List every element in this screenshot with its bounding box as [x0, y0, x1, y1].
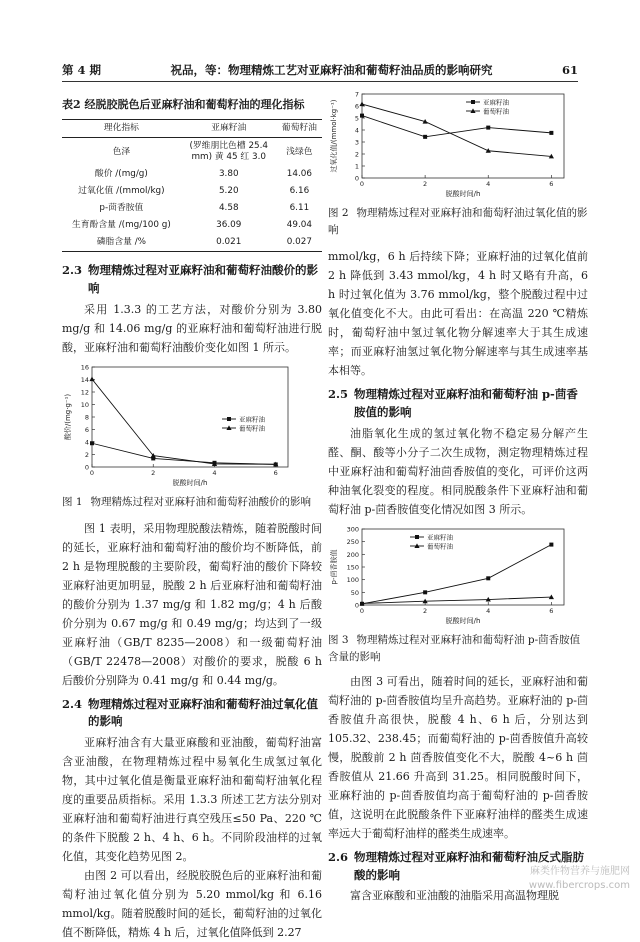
y-axis-label: 酸价/(mg·g⁻¹)	[64, 393, 72, 440]
y-tick-label: 7	[354, 90, 359, 99]
table-row	[62, 183, 322, 200]
x-tick-label: 4	[486, 606, 491, 615]
table-cell: 3.80	[218, 169, 239, 179]
x-tick-label: 6	[549, 606, 554, 615]
section-heading-2-5	[328, 386, 588, 422]
table-header: 亚麻籽油	[181, 120, 277, 138]
data-point	[486, 148, 491, 153]
y-axis-label: 过氧化值/(mmol·kg⁻¹)	[330, 99, 338, 173]
running-header	[62, 62, 578, 82]
section-title: 物理精炼过程对亚麻籽油和葡萄籽油酸价的影响	[88, 262, 318, 295]
watermark-line: 麻类作物营养与施肥网	[530, 866, 630, 877]
watermark-line: www.fibercrops.com	[528, 880, 630, 891]
table-cell: 5.20	[218, 185, 239, 196]
y-tick-label: 0	[354, 174, 359, 183]
table-cell: 6.16	[289, 185, 310, 196]
table-row	[62, 166, 322, 183]
x-tick-label: 4	[486, 180, 491, 188]
y-tick-label: 50	[350, 588, 359, 597]
x-tick-label: 4	[212, 468, 217, 477]
y-tick-label: 4	[354, 126, 359, 135]
section-heading-2-3	[62, 262, 322, 298]
table-cell: 14.06	[286, 169, 312, 179]
plot-frame	[362, 529, 564, 605]
table-cell: 磷脂含量 /%	[62, 234, 181, 251]
figure-number: 图 1	[62, 495, 83, 508]
section-number: 2.3	[62, 262, 83, 277]
figure-number: 图 3	[328, 633, 349, 646]
figure-number: 图 2	[328, 207, 349, 220]
issue-number: 第 4 期	[62, 63, 102, 77]
table-cell: 过氧化值 /(mmol/kg)	[78, 185, 165, 196]
legend-marker	[471, 100, 475, 104]
y-tick-label: 10	[80, 400, 89, 409]
paragraph: 由图 2 可以看出，经脱胶脱色后的亚麻籽油和葡萄籽油过氧化值分别为 5.20 mmol/kg 和 6.16 mmol/kg。随着脱酸时间的延长，葡萄籽油的过氧化值不断降低，精炼 4 h 后，过氧化值降低到 2.27	[62, 869, 322, 940]
table-row	[62, 217, 322, 234]
y-tick-label: 200	[346, 550, 359, 559]
x-tick-label: 0	[359, 180, 365, 188]
data-point	[486, 126, 490, 130]
table-cell: (罗维朋比色槽 25.4 mm) 黄 45 红 3.0	[189, 141, 269, 163]
paragraph: 由图 3 可看出，随着时间的延长，亚麻籽油和葡萄籽油的 p-茴香胺值均呈升高趋势。亚麻籽油的 p-茴香胺值升高很快，脱酸 4 h、6 h 后，分别达到 105.32、238.45；而葡萄籽油的 p-茴香胺值升高较慢，脱酸前 2 h 茴香胺值变化不大，脱酸 4~6 h 茴香胺值从 21.66 升高到 31.25。相同脱酸时间下，亚麻籽油的 p-茴香胺值均高于葡萄籽油的 p-茴香胺值，这说明在此脱酸条件下亚麻籽油样的醛类生成速率远大于葡萄籽油样的醛类生成速率。	[328, 674, 588, 840]
figure-3	[328, 525, 588, 666]
table-cell: 49.04	[286, 219, 312, 230]
paragraph: 亚麻籽油含有大量亚麻酸和亚油酸，葡萄籽油富含亚油酸，在物理精炼过程中易氧化生成氢过氧化物，其中过氧化值是衡量亚麻籽油和葡萄籽油氧化程度的重要品质指标。采用 1.3.3 所述工艺方法分别对亚麻籽油和葡萄籽油进行真空残压≤50 Pa、220 ℃的条件下脱酸 2 h、4 h、6 h。不同阶段油样的过氧化值，其变化趋势见图 2。	[62, 736, 322, 864]
x-tick-label: 6	[273, 468, 278, 477]
x-tick-label: 0	[359, 606, 365, 615]
y-tick-label: 150	[346, 563, 359, 572]
table-cell: 36.09	[216, 219, 242, 230]
table-cell: 0.021	[181, 234, 277, 251]
section-title: 物理精炼过程对亚麻籽油和葡萄籽油反式脂肪酸的影响	[354, 849, 584, 882]
y-tick-label: 12	[80, 388, 89, 397]
series-line	[362, 544, 551, 603]
y-tick-label: 16	[80, 363, 89, 372]
figure-caption-text: 物理精炼过程对亚麻籽油和葡萄籽油 p-茴香胺值含量的影响	[328, 633, 581, 663]
plot-frame	[362, 94, 564, 178]
y-tick-label: 1	[354, 162, 359, 171]
page-number: 61	[561, 63, 578, 77]
series-line	[362, 597, 551, 603]
left-column	[62, 96, 322, 942]
y-tick-label: 0	[84, 463, 89, 472]
figure-caption	[328, 205, 588, 239]
table-cell: p-茴香胺值	[99, 202, 144, 213]
figure-caption-text: 物理精炼过程对亚麻籽油和葡萄籽油酸价的影响	[90, 495, 312, 508]
table-row	[62, 234, 322, 251]
x-tick-label: 0	[89, 468, 95, 477]
table-cell: 生育酚含量 /(mg/100 g)	[71, 219, 171, 230]
legend-label: 亚麻籽油	[239, 415, 265, 424]
watermark	[529, 865, 630, 893]
section-heading-2-4	[62, 696, 322, 732]
series-line	[92, 443, 276, 464]
series-line	[362, 116, 551, 137]
legend-marker	[415, 535, 419, 539]
chart-fig3	[328, 525, 578, 625]
x-tick-label: 2	[423, 180, 428, 188]
paragraph: 油脂氧化生成的氢过氧化物不稳定易分解产生醛、酮、酸等小分子二次生成物，测定物理精炼过程中亚麻籽油和葡萄籽油茴香胺值的变化，可评价这两种油氧化裂变的程度。相同脱酸条件下亚麻籽油和葡萄籽油 p-茴香胺值变化情况如图 3 所示。	[328, 426, 588, 516]
table-row	[62, 138, 322, 166]
legend-label: 葡萄籽油	[483, 107, 509, 116]
chart-fig2	[328, 90, 578, 198]
x-axis-label: 脱酸时间/h	[445, 616, 481, 625]
data-point	[89, 376, 94, 381]
table-row	[62, 200, 322, 217]
data-point	[549, 131, 553, 135]
legend-label: 亚麻籽油	[483, 98, 509, 107]
table2	[62, 119, 322, 252]
section-title: 物理精炼过程对亚麻籽油和葡萄籽油过氧化值的影响	[88, 696, 318, 729]
x-axis-label: 脱酸时间/h	[445, 190, 481, 198]
x-axis-label: 脱酸时间/h	[172, 478, 208, 487]
table-cell: 6.11	[289, 202, 310, 213]
data-point	[423, 135, 427, 139]
figure-2	[328, 90, 588, 239]
y-tick-label: 8	[84, 413, 89, 422]
section-number: 2.5	[328, 387, 349, 402]
running-title: 祝品，等：物理精炼工艺对亚麻籽油和葡萄籽油品质的影响研究	[170, 63, 493, 77]
table-cell: 浅绿色	[286, 146, 313, 157]
paragraph: 采用 1.3.3 的工艺方法，对酸价分别为 3.80 mg/g 和 14.06 mg/g 的亚麻籽油和葡萄籽油进行脱酸，亚麻籽油和葡萄籽油酸价变化如图 1 所示。	[62, 302, 322, 354]
table-header: 葡萄籽油	[277, 120, 322, 138]
data-point	[360, 114, 364, 118]
chart-fig1	[62, 361, 322, 487]
y-tick-label: 3	[354, 138, 359, 147]
figure-caption	[328, 632, 588, 666]
x-tick-label: 2	[151, 468, 156, 477]
data-point	[486, 576, 490, 580]
section-number: 2.4	[62, 696, 83, 711]
x-tick-label: 2	[423, 606, 428, 615]
table-cell: 4.58	[218, 202, 239, 213]
y-tick-label: 6	[84, 425, 89, 434]
table-cell: 0.027	[277, 234, 322, 251]
table-header: 理化指标	[62, 120, 181, 138]
figure-caption	[62, 494, 322, 511]
figure-1	[62, 361, 322, 511]
data-point	[423, 590, 427, 594]
figure-caption-text: 物理精炼过程对亚麻籽油和葡萄籽油过氧化值的影响	[328, 207, 588, 237]
y-axis-label: p-茴香胺值	[330, 549, 338, 585]
y-tick-label: 100	[346, 575, 359, 584]
legend-label: 葡萄籽油	[427, 542, 453, 551]
table-header-row	[62, 120, 322, 138]
y-tick-label: 250	[346, 537, 359, 546]
y-tick-label: 2	[84, 450, 89, 459]
table-cell: 酸价 /(mg/g)	[94, 169, 148, 179]
legend-marker	[227, 417, 231, 421]
section-title: 物理精炼过程对亚麻籽油和葡萄籽油 p-茴香胺值的影响	[354, 387, 578, 419]
table-cell: 色泽	[112, 146, 131, 157]
x-tick-label: 6	[549, 180, 554, 188]
paragraph: mmol/kg，6 h 后持续下降；亚麻籽油的过氧化值前 2 h 降低到 3.43 mmol/kg，4 h 时又略有升高，6 h 时过氧化值为 3.76 mmol/kg，整个脱酸过程中过氧化值变化不大。由此可看出：在高温 220 ℃精炼时，葡萄籽油中氢过氧化物分解速率大于其生成速率；而亚麻籽油氢过氧化物分解速率与其生成速率基本相等。	[328, 250, 588, 378]
table2-caption: 表2 经脱胶脱色后亚麻籽油和葡萄籽油的理化指标	[62, 98, 305, 111]
paragraph: 图 1 表明，采用物理脱酸法精炼，随着脱酸时间的延长，亚麻籽油和葡萄籽油的酸价均不断降低，前 2 h 是物理脱酸的主要阶段，葡萄籽油的酸价下降较亚麻籽油更加明显，脱酸 2 h 后亚麻籽油和葡萄籽油的酸价分别为 1.37 mg/g 和 1.82 mg/g；4 h 后酸价分别为 0.67 mg/g 和 0.49 mg/g；均达到了一级亚麻籽油（GB/T 8235—2008）和一级葡萄籽油（GB/T 22478—2008）对酸价的要求，脱酸 6 h 后酸价分别降为 0.41 mg/g 和 0.44 mg/g。	[62, 521, 322, 687]
y-tick-label: 2	[354, 150, 359, 159]
legend-label: 葡萄籽油	[239, 424, 265, 433]
y-tick-label: 6	[354, 102, 359, 111]
y-tick-label: 5	[354, 114, 359, 123]
y-tick-label: 300	[346, 525, 359, 534]
data-point	[90, 441, 94, 445]
data-point	[359, 101, 364, 106]
section-number: 2.6	[328, 849, 349, 864]
y-tick-label: 4	[84, 438, 89, 447]
y-tick-label: 14	[80, 375, 89, 384]
data-point	[549, 542, 553, 546]
right-column	[328, 90, 588, 905]
paragraph: 富含亚麻酸和亚油酸的油脂采用高温物理脱	[350, 889, 559, 903]
legend-label: 亚麻籽油	[427, 533, 453, 542]
y-tick-label: 0	[354, 601, 359, 610]
